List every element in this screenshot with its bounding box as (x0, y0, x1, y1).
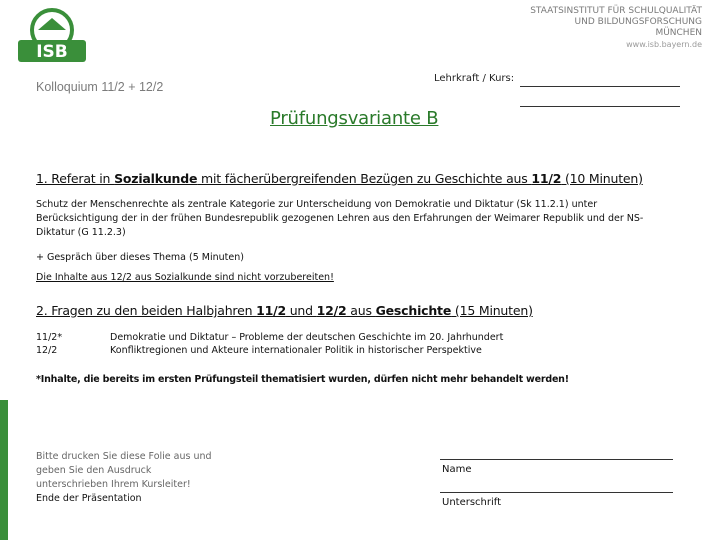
page-title: Prüfungsvariante B (270, 108, 439, 129)
name-label: Name (442, 464, 472, 475)
kolloquium-label: Kolloquium 11/2 + 12/2 (36, 80, 164, 94)
name-line (440, 459, 673, 460)
isb-logo (16, 6, 88, 64)
signature-label: Unterschrift (442, 497, 502, 508)
section1-heading: 1. Referat in Sozialkunde mit fächerübergreifenden Bezügen zu Geschichte aus 11/2 (10 Minuten) (36, 171, 643, 186)
svg-text:ISB: ISB (36, 42, 68, 62)
topic-description: Konfliktregionen und Akteure internationaler Politik in historischer Perspektive (110, 345, 482, 356)
end-of-presentation: Ende der Präsentation (36, 493, 142, 504)
topic-description: Demokratie und Diktatur – Probleme der deutschen Geschichte im 20. Jahrhundert (110, 332, 504, 343)
section2-heading: 2. Fragen zu den beiden Halbjahren 11/2 und 12/2 aus Geschichte (15 Minuten) (36, 303, 533, 318)
print-instructions: Bitte drucken Sie diese Folie aus und geben Sie den Ausdruck unterschrieben Ihrem Kursleiter! Ende der Präsentation (36, 451, 212, 504)
institute-name: STAATSINSTITUT FÜR SCHULQUALITÄT UND BILDUNGSFORSCHUNG MÜNCHEN www.isb.bayern.de (530, 6, 702, 49)
lehrkraft-label: Lehrkraft / Kurs: (434, 73, 515, 84)
section1-body: Schutz der Menschenrechte als zentrale Kategorie zur Unterscheidung von Demokratie und Diktatur (Sk 11.2.1) unter Berücksichtigung der in der frühen Bundesrepublik gezogenen Lehren aus den Erfahrungen der Weimarer Republik und der NS- Diktatur (G 11.2.3) (36, 199, 644, 238)
lehrkraft-line (520, 86, 680, 87)
signature-line (440, 492, 673, 493)
topic-term: 11/2* (36, 332, 63, 343)
section2-note: *Inhalte, die bereits im ersten Prüfungsteil thematisiert wurden, dürfen nicht mehr behandelt werden! (36, 374, 569, 385)
left-accent-bar (0, 400, 8, 540)
website-url: www.isb.bayern.de (626, 40, 702, 49)
topic-term: 12/2 (36, 345, 58, 356)
kurs-line (520, 106, 680, 107)
section1-plus-line: + Gespräch über dieses Thema (5 Minuten) (36, 252, 244, 263)
section1-note: Die Inhalte aus 12/2 aus Sozialkunde sind nicht vorzubereiten! (36, 272, 334, 283)
